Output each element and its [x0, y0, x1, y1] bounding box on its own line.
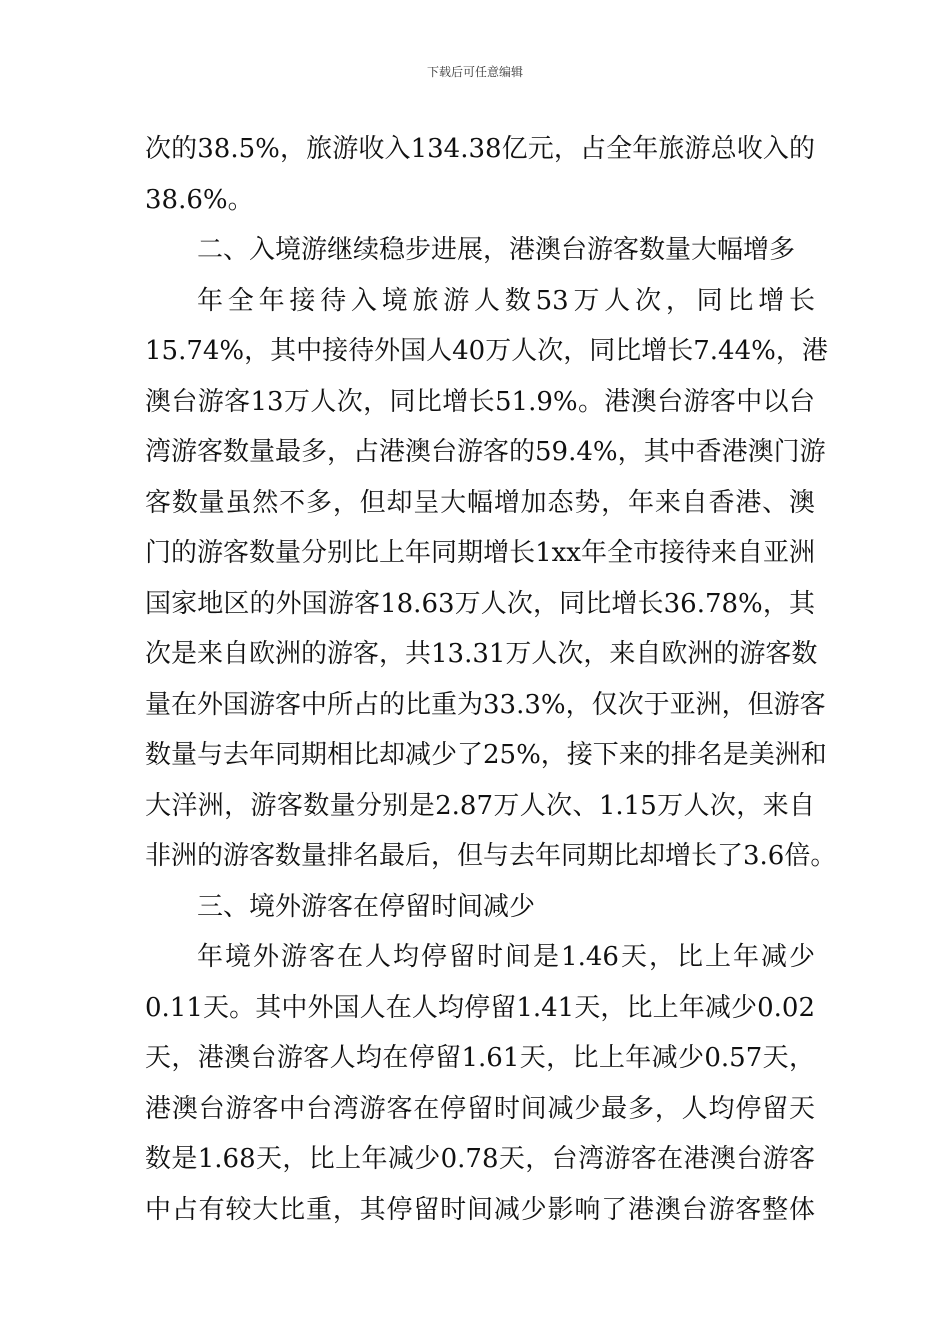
text-line: 澳台游客13万人次，同比增长51.9%。港澳台游客中以台: [145, 386, 815, 417]
text-line: 大洋洲，游客数量分别是2.87万人次、1.15万人次，来自: [145, 790, 815, 821]
text-line: 中占有较大比重，其停留时间减少影响了港澳台游客整体: [145, 1194, 815, 1225]
text-line: 0.11天。其中外国人在人均停留1.41天，比上年减少0.02: [145, 992, 815, 1023]
text-line: 38.6%。: [145, 184, 254, 215]
text-line: 数是1.68天，比上年减少0.78天，台湾游客在港澳台游客: [145, 1144, 815, 1174]
text-line: 天，港澳台游客人均在停留1.61天，比上年减少0.57天，: [145, 1043, 815, 1073]
section-heading: 三、境外游客在停留时间减少: [197, 891, 536, 922]
page-header-note: 下载后可任意编辑: [426, 65, 523, 79]
text-line: 非洲的游客数量排名最后，但与去年同期比却增长了3.6倍。: [145, 841, 837, 871]
paragraph-first-line: 年全年接待入境旅游人数53万人次，同比增长: [197, 285, 815, 316]
text-line: 数量与去年同期相比却减少了25%，接下来的排名是美洲和: [145, 740, 827, 770]
section-heading: 二、入境游继续稳步进展，港澳台游客数量大幅增多: [197, 235, 796, 265]
text-line: 港澳台游客中台湾游客在停留时间减少最多，人均停留天: [145, 1093, 815, 1124]
text-line: 湾游客数量最多，占港澳台游客的59.4%，其中香港澳门游: [145, 437, 826, 467]
text-line: 次是来自欧洲的游客，共13.31万人次，来自欧洲的游客数: [145, 639, 818, 669]
text-line: 国家地区的外国游客18.63万人次，同比增长36.78%，其: [145, 588, 815, 619]
text-line: 次的38.5%，旅游收入134.38亿元，占全年旅游总收入的: [145, 134, 815, 164]
document-body: [145, 124, 837, 1235]
text-line: 客数量虽然不多，但却呈大幅增加态势，年来自香港、澳: [145, 487, 815, 518]
text-line: 量在外国游客中所占的比重为33.3%，仅次于亚洲，但游客: [145, 689, 826, 720]
text-line: 15.74%，其中接待外国人40万人次，同比增长7.44%，港: [145, 336, 828, 366]
paragraph-first-line: 年境外游客在人均停留时间是1.46天，比上年减少: [197, 942, 815, 972]
text-line: 门的游客数量分别比上年同期增长1xx年全市接待来自亚洲: [145, 538, 815, 568]
